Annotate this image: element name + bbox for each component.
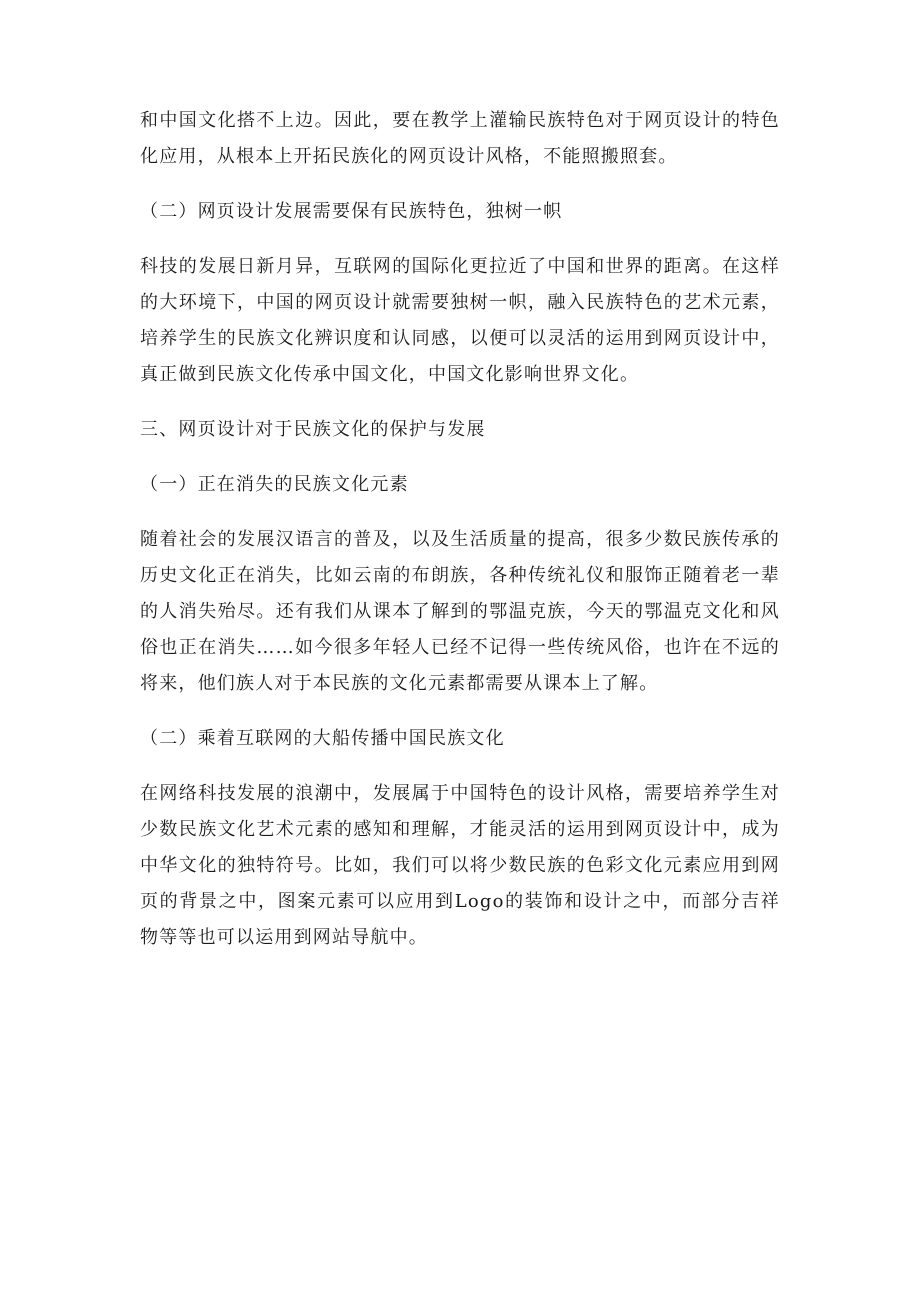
paragraph-intro: 和中国文化搭不上边。因此，要在教学上灌输民族特色对于网页设计的特色化应用，从根本上开拓民族化的网页设计风格，不能照搬照套。 (140, 110, 780, 167)
paragraph-sub2: 科技的发展日新月异，互联网的国际化更拉近了中国和世界的距离。在这样的大环境下，中国的网页设计就需要独树一帜，融入民族特色的艺术元素，培养学生的民族文化辨识度和认同感，以便可以灵活的运用到网页设计中，真正做到民族文化传承中国文化，中国文化影响世界文化。 (140, 256, 780, 385)
paragraph-sub3-2: 在网络科技发展的浪潮中，发展属于中国特色的设计风格，需要培养学生对少数民族文化艺术元素的感知和理解，才能灵活的运用到网页设计中，成为中华文化的独特符号。比如，我们可以将少数民族的色彩文化元素应用到网页的背景之中，图案元素可以应用到Logo的装饰和设计之中，而部分吉祥物等等也可以运用到网站导航中。 (140, 783, 780, 948)
document-body (140, 103, 780, 956)
subheading-2: （二）网页设计发展需要保有民族特色，独树一帜 (140, 201, 563, 222)
paragraph-sub3-1: 随着社会的发展汉语言的普及，以及生活质量的提高，很多少数民族传承的历史文化正在消失，比如云南的布朗族，各种传统礼仪和服饰正随着老一辈的人消失殆尽。还有我们从课本了解到的鄂温克族，今天的鄂温克文化和风俗也正在消失……如今很多年轻人已经不记得一些传统风俗，也许在不远的将来，他们族人对于本民族的文化元素都需要从课本上了解。 (140, 529, 780, 694)
section-heading-3: 三、网页设计对于民族文化的保护与发展 (140, 419, 486, 440)
subheading-3-1: （一）正在消失的民族文化元素 (140, 474, 409, 495)
subheading-3-2: （二）乘着互联网的大船传播中国民族文化 (140, 728, 505, 749)
